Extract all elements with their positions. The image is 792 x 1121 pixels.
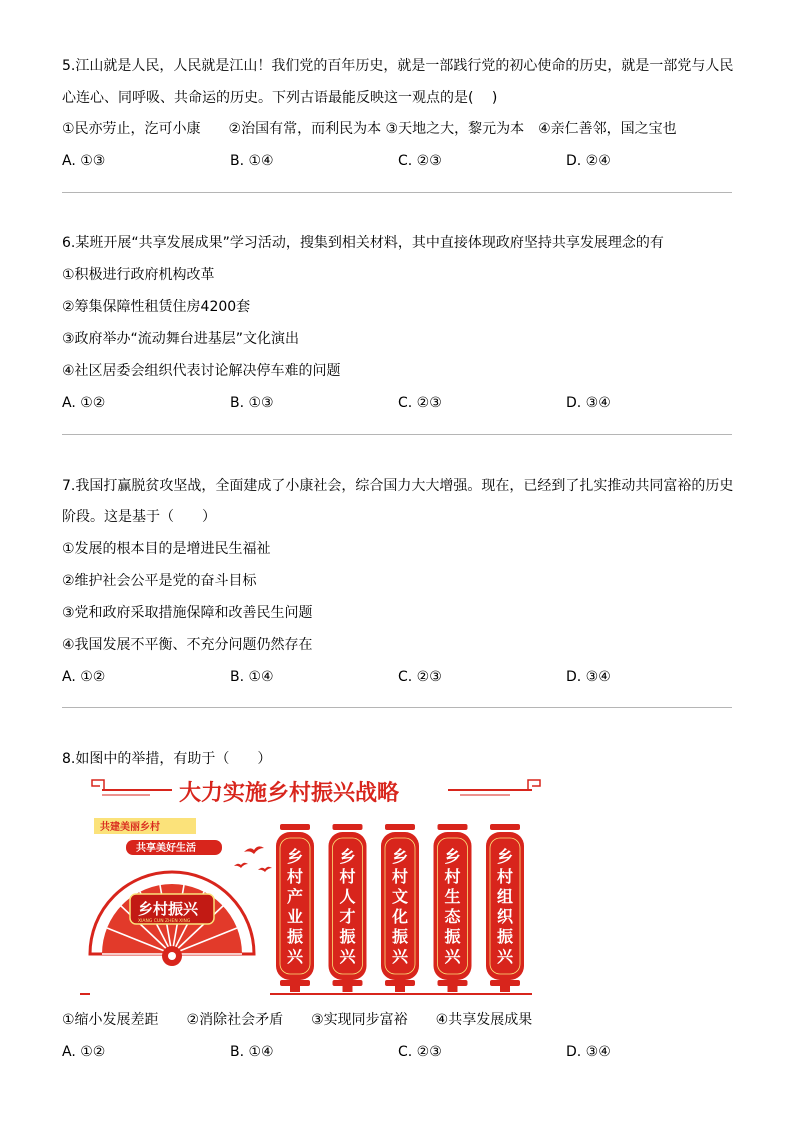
q6-statement-3: ③政府举办“流动舞台进基层”文化演出	[62, 331, 300, 347]
scroll-banner	[276, 824, 314, 992]
scroll-char: 乡	[286, 847, 304, 866]
scroll-char: 文	[391, 887, 409, 906]
q8-option-d[interactable]: D. ③④	[566, 1044, 611, 1060]
q7-statement-1: ①发展的根本目的是增进民生福祉	[62, 541, 271, 557]
q5-statements: ①民亦劳止，汔可小康 ②治国有常，而利民为本 ③天地之大，黎元为本 ④亲仁善邻，国之宝也	[62, 121, 677, 137]
q6-statement-4: ④社区居委会组织代表讨论解决停车难的问题	[62, 363, 341, 379]
scroll-char: 村	[339, 867, 356, 886]
q5-option-b[interactable]: B. ①④	[230, 153, 274, 169]
q7-stem-line-1: 7.我国打赢脱贫攻坚战，全面建成了小康社会，综合国力大大增强。现在，已经到了扎实推动共同富裕的历史	[62, 478, 734, 494]
q6-option-d[interactable]: D. ③④	[566, 395, 611, 411]
q7-statement-3: ③党和政府采取措施保障和改善民生问题	[62, 605, 313, 621]
scrolls	[276, 824, 524, 992]
scroll-char: 村	[391, 867, 409, 886]
scroll-char: 村	[286, 867, 304, 886]
scroll-char: 兴	[496, 947, 514, 966]
fan-title: 乡村振兴	[138, 900, 199, 918]
q7-option-c[interactable]: C. ②③	[398, 669, 442, 685]
scroll-char: 村	[444, 867, 461, 886]
scroll-char: 业	[286, 907, 304, 926]
scroll-char: 兴	[444, 947, 461, 966]
scroll-banner	[329, 824, 367, 992]
scroll-char: 乡	[339, 847, 356, 866]
q8-statements: ①缩小发展差距 ②消除社会矛盾 ③实现同步富裕 ④共享发展成果	[62, 1012, 533, 1028]
fan-subtitle: XIANG CUN ZHEN XING	[138, 919, 191, 924]
q5-option-d[interactable]: D. ②④	[566, 153, 611, 169]
q6-statement-1: ①积极进行政府机构改革	[62, 267, 215, 283]
q8-option-a[interactable]: A. ①②	[62, 1044, 106, 1060]
scroll-banner	[434, 824, 472, 992]
birds-icon	[234, 846, 272, 872]
q6-option-c[interactable]: C. ②③	[398, 395, 442, 411]
tag-beautiful-village: 共建美丽乡村	[100, 822, 160, 833]
scroll-char: 才	[339, 907, 356, 926]
rural-revitalization-poster	[80, 776, 550, 1004]
divider	[62, 434, 732, 435]
q5-option-c[interactable]: C. ②③	[398, 153, 442, 169]
tag-good-life: 共享美好生活	[136, 843, 196, 854]
scroll-char: 振	[496, 927, 514, 946]
q7-stem-line-2: 阶段。这是基于（ ）	[62, 509, 216, 525]
q6-statement-2: ②筹集保障性租赁住房4200套	[62, 299, 251, 315]
scroll-char: 人	[339, 887, 356, 906]
q7-statement-4: ④我国发展不平衡、不充分问题仍然存在	[62, 637, 313, 653]
scroll-char: 振	[339, 927, 356, 946]
q6-option-b[interactable]: B. ①③	[230, 395, 274, 411]
scroll-char: 乡	[496, 847, 514, 866]
q8-option-c[interactable]: C. ②③	[398, 1044, 442, 1060]
q5-stem-line-1: 5.江山就是人民，人民就是江山！我们党的百年历史，就是一部践行党的初心使命的历史，就是一部党与人民	[62, 58, 734, 74]
scroll-char: 兴	[286, 947, 304, 966]
q7-option-d[interactable]: D. ③④	[566, 669, 611, 685]
scroll-char: 乡	[444, 847, 461, 866]
q7-statement-2: ②维护社会公平是党的奋斗目标	[62, 573, 257, 589]
q7-option-b[interactable]: B. ①④	[230, 669, 274, 685]
scroll-char: 组	[496, 887, 514, 906]
scroll-char: 振	[391, 927, 409, 946]
scroll-char: 乡	[391, 847, 409, 866]
q5-stem-line-2: 心连心、同呼吸、共命运的历史。下列古语最能反映这一观点的是( )	[62, 90, 498, 106]
q6-option-a[interactable]: A. ①②	[62, 395, 106, 411]
scroll-char: 振	[286, 927, 304, 946]
scroll-char: 态	[444, 907, 461, 926]
scroll-char: 兴	[391, 947, 409, 966]
scroll-char: 兴	[339, 947, 356, 966]
divider	[62, 192, 732, 193]
divider	[62, 707, 732, 708]
q5-option-a[interactable]: A. ①③	[62, 153, 106, 169]
scroll-char: 村	[496, 867, 514, 886]
scroll-char: 织	[496, 907, 514, 926]
scroll-banner	[486, 824, 524, 992]
poster-title: 大力实施乡村振兴战略	[179, 781, 400, 806]
q8-stem-line-1: 8.如图中的举措，有助于（ ）	[62, 751, 272, 767]
q7-option-a[interactable]: A. ①②	[62, 669, 106, 685]
scroll-char: 化	[391, 907, 409, 926]
scroll-char: 振	[444, 927, 461, 946]
q6-stem-line-1: 6.某班开展“共享发展成果”学习活动，搜集到相关材料，其中直接体现政府坚持共享发展理念的有	[62, 235, 664, 251]
q8-option-b[interactable]: B. ①④	[230, 1044, 274, 1060]
scroll-char: 产	[286, 887, 304, 906]
scroll-char: 生	[444, 887, 461, 906]
scroll-banner	[381, 824, 419, 992]
